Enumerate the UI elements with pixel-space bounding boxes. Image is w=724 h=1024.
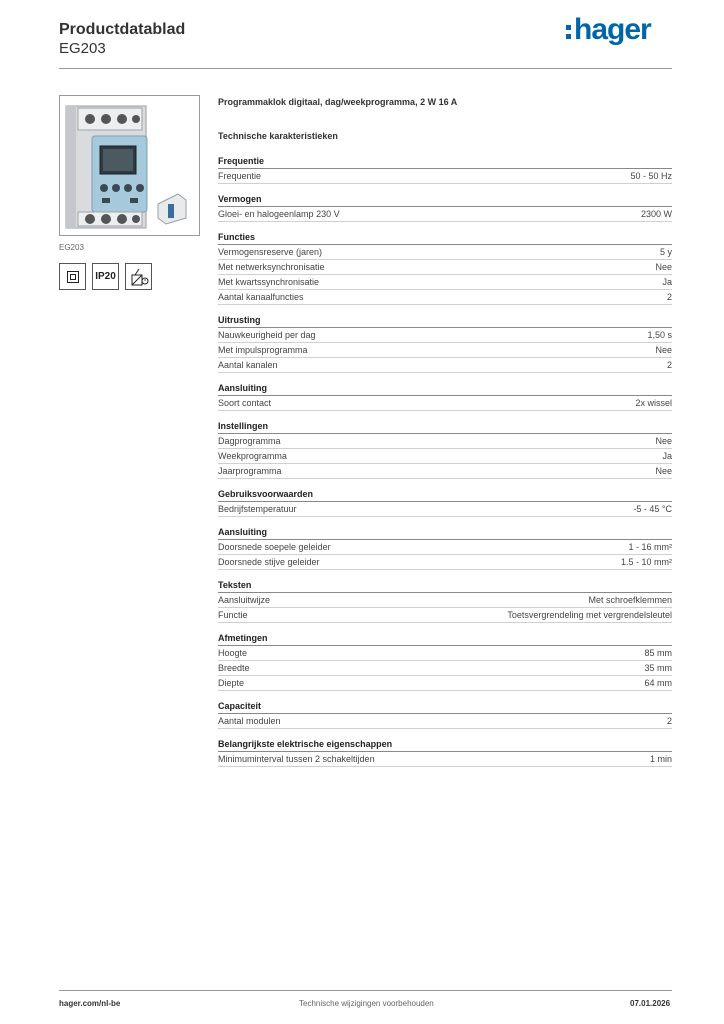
spec-value: Ja — [662, 277, 672, 287]
spec-value: 1 - 16 mm² — [628, 542, 672, 552]
timer-switch-device-image — [60, 96, 199, 235]
spec-label: Diepte — [218, 678, 245, 688]
spec-section — [218, 700, 672, 729]
section-title: Afmetingen — [218, 632, 672, 646]
spec-section — [218, 526, 672, 570]
footer-notice: Technische wijzigingen voorbehouden — [299, 999, 434, 1008]
spec-value: 50 - 50 Hz — [630, 171, 672, 181]
spec-row — [218, 275, 672, 290]
section-title: Belangrijkste elektrische eigenschappen — [218, 738, 672, 752]
spec-label: Aantal modulen — [218, 716, 281, 726]
page-title: Productdatablad — [59, 21, 186, 38]
header-divider — [59, 68, 672, 69]
spec-label: Bedrijfstemperatuur — [218, 504, 297, 514]
spec-value: 1 min — [649, 754, 672, 764]
section-title: Gebruiksvoorwaarden — [218, 488, 672, 502]
ip-rating-badge: IP20 — [92, 263, 119, 290]
spec-row — [218, 343, 672, 358]
logo-text: hager — [574, 13, 651, 46]
spec-value: -5 - 45 °C — [633, 504, 672, 514]
spec-value: 2 — [666, 292, 672, 302]
spec-row — [218, 540, 672, 555]
product-code: EG203 — [59, 40, 106, 57]
spec-row — [218, 260, 672, 275]
spec-value: Toetsvergrendeling met vergrendelsleutel — [507, 610, 672, 620]
spec-value: 85 mm — [644, 648, 672, 658]
spec-section — [218, 382, 672, 411]
spec-section — [218, 488, 672, 517]
section-title: Uitrusting — [218, 314, 672, 328]
hager-logo — [566, 12, 651, 48]
footer-date: 07.01.2026 — [630, 999, 671, 1008]
spec-label: Minimuminterval tussen 2 schakeltijden — [218, 754, 375, 764]
spec-row — [218, 358, 672, 373]
spec-label: Met impulsprogramma — [218, 345, 308, 355]
spec-row — [218, 676, 672, 691]
spec-label: Hoogte — [218, 648, 248, 658]
spec-row — [218, 207, 672, 222]
section-title: Frequentie — [218, 155, 672, 169]
spec-row — [218, 464, 672, 479]
spec-value: Nee — [655, 436, 672, 446]
spec-label: Breedte — [218, 663, 250, 673]
spec-row — [218, 396, 672, 411]
spec-value: Nee — [655, 466, 672, 476]
spec-row — [218, 646, 672, 661]
spec-label: Soort contact — [218, 398, 272, 408]
product-image-frame — [59, 95, 200, 236]
spec-sections — [218, 155, 672, 767]
spec-label: Doorsnede soepele geleider — [218, 542, 331, 552]
spec-section — [218, 155, 672, 184]
spec-value: 35 mm — [644, 663, 672, 673]
section-title: Instellingen — [218, 420, 672, 434]
section-title: Functies — [218, 231, 672, 245]
spec-section — [218, 231, 672, 305]
spec-label: Aansluitwijze — [218, 595, 271, 605]
spec-value: 2 — [666, 716, 672, 726]
spec-section — [218, 738, 672, 767]
spec-label: Nauwkeurigheid per dag — [218, 330, 316, 340]
spec-value: 5 y — [659, 247, 672, 257]
spec-row — [218, 328, 672, 343]
spec-label: Jaarprogramma — [218, 466, 282, 476]
footer-website[interactable]: hager.com/nl-be — [59, 999, 121, 1008]
section-title: Aansluiting — [218, 382, 672, 396]
spec-row — [218, 714, 672, 729]
spec-row — [218, 608, 672, 623]
spec-value: Nee — [655, 345, 672, 355]
spec-section — [218, 193, 672, 222]
spec-value: 2300 W — [640, 209, 672, 219]
spec-label: Vermogensreserve (jaren) — [218, 247, 323, 257]
tech-heading: Technische karakteristieken — [218, 131, 338, 141]
spec-row — [218, 661, 672, 676]
section-title: Teksten — [218, 579, 672, 593]
specifications — [218, 95, 672, 776]
product-description: Programmaklok digitaal, dag/weekprogramma, 2 W 16 A — [218, 97, 458, 107]
section-title: Capaciteit — [218, 700, 672, 714]
spec-row — [218, 290, 672, 305]
spec-label: Gloei- en halogeenlamp 230 V — [218, 209, 340, 219]
spec-row — [218, 555, 672, 570]
spec-label: Aantal kanaalfuncties — [218, 292, 304, 302]
product-caption: EG203 — [59, 243, 84, 252]
spec-value: 1.5 - 10 mm² — [620, 557, 672, 567]
certification-badges — [59, 263, 152, 290]
spec-section — [218, 632, 672, 691]
spec-value: Met schroefklemmen — [588, 595, 672, 605]
spec-value: 1,50 s — [647, 330, 672, 340]
spec-section — [218, 420, 672, 479]
logo-dots-icon — [566, 25, 571, 39]
spec-label: Dagprogramma — [218, 436, 281, 446]
spec-row — [218, 169, 672, 184]
double-insulation-icon — [59, 263, 86, 290]
section-title: Aansluiting — [218, 526, 672, 540]
spec-label: Frequentie — [218, 171, 262, 181]
spec-row — [218, 245, 672, 260]
spec-label: Doorsnede stijve geleider — [218, 557, 320, 567]
spec-row — [218, 502, 672, 517]
clock-switch-symbol-icon — [125, 263, 152, 290]
spec-value: 64 mm — [644, 678, 672, 688]
spec-value: Ja — [662, 451, 672, 461]
spec-value: 2x wissel — [635, 398, 672, 408]
spec-label: Met kwartssynchronisatie — [218, 277, 320, 287]
spec-label: Aantal kanalen — [218, 360, 278, 370]
spec-row — [218, 449, 672, 464]
spec-label: Functie — [218, 610, 248, 620]
spec-value: Nee — [655, 262, 672, 272]
spec-label: Met netwerksynchronisatie — [218, 262, 325, 272]
spec-section — [218, 314, 672, 373]
spec-row — [218, 752, 672, 767]
footer-divider — [59, 990, 672, 991]
spec-value: 2 — [666, 360, 672, 370]
spec-label: Weekprogramma — [218, 451, 287, 461]
spec-section — [218, 579, 672, 623]
section-title: Vermogen — [218, 193, 672, 207]
spec-row — [218, 434, 672, 449]
spec-row — [218, 593, 672, 608]
